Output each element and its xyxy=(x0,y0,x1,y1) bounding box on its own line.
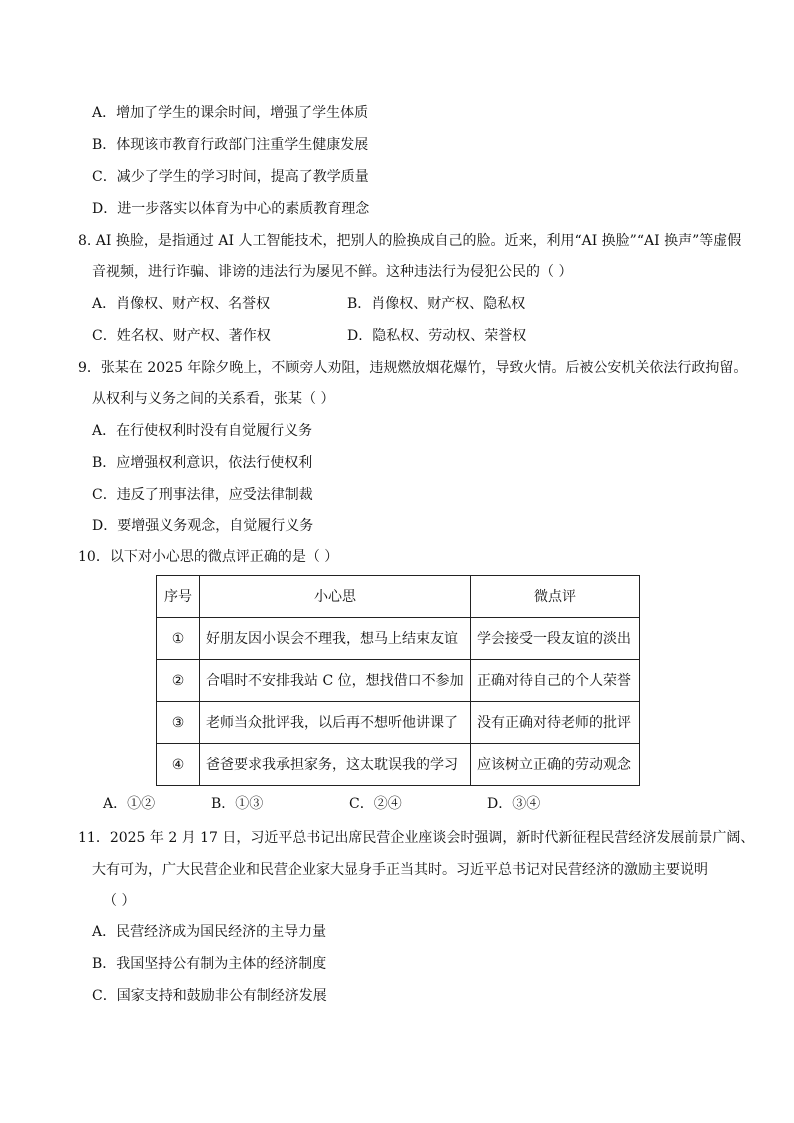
q10-stem: 10．以下对小心思的微点评正确的是（ ） xyxy=(78,549,339,565)
table-header-row xyxy=(157,576,640,618)
row-thought: 合唱时不安排我站 C 位，想找借口不参加 xyxy=(200,660,471,702)
row-index: ③ xyxy=(157,702,200,744)
q10-choice-a: A．①② xyxy=(103,796,156,812)
q9-option-a: A．在行使权利时没有自觉履行义务 xyxy=(92,423,313,439)
table-row xyxy=(157,618,640,660)
q10-choice-b: B．①③ xyxy=(211,796,264,812)
q11-option-b: B．我国坚持公有制为主体的经济制度 xyxy=(92,956,327,972)
header-index: 序号 xyxy=(157,576,200,618)
q9-option-c: C．违反了刑事法律，应受法律制裁 xyxy=(92,487,313,503)
q11-option-a: A．民营经济成为国民经济的主导力量 xyxy=(92,924,327,940)
q7-option-d: D．进一步落实以体育为中心的素质教育理念 xyxy=(92,201,370,217)
row-comment: 正确对待自己的个人荣誉 xyxy=(471,660,640,702)
q9-option-b: B．应增强权利意识，依法行使权利 xyxy=(92,455,313,471)
table-row xyxy=(157,702,640,744)
q8-option-c: C．姓名权、财产权、著作权 xyxy=(92,328,271,344)
row-comment: 没有正确对待老师的批评 xyxy=(471,702,640,744)
row-thought: 好朋友因小误会不理我，想马上结束友谊 xyxy=(200,618,471,660)
q10-table xyxy=(156,575,640,786)
q9-stem-line2: 从权利与义务之间的关系看，张某（ ） xyxy=(92,391,335,407)
row-comment: 学会接受一段友谊的淡出 xyxy=(471,618,640,660)
row-index: ② xyxy=(157,660,200,702)
q10-choice-c: C．②④ xyxy=(349,796,402,812)
table-row xyxy=(157,660,640,702)
q11-stem-line1: 11．2025 年 2 月 17 日，习近平总书记出席民营企业座谈会时强调，新时代新征程民营经济发展前景广阔、 xyxy=(78,830,755,846)
q10-choice-d: D．③④ xyxy=(487,796,541,812)
q8-stem-line2: 音视频，进行诈骗、诽谤的违法行为屡见不鲜。这种违法行为侵犯公民的（ ） xyxy=(92,264,573,280)
row-thought: 爸爸要求我承担家务，这太耽误我的学习 xyxy=(200,744,471,786)
header-comment: 微点评 xyxy=(471,576,640,618)
q11-stem-line3: （ ） xyxy=(103,893,136,909)
q11-option-c: C．国家支持和鼓励非公有制经济发展 xyxy=(92,988,327,1004)
q7-option-b: B．体现该市教育行政部门注重学生健康发展 xyxy=(92,137,369,153)
row-comment: 应该树立正确的劳动观念 xyxy=(471,744,640,786)
row-index: ① xyxy=(157,618,200,660)
q10-choices xyxy=(103,794,623,814)
q9-stem-line1: 9．张某在 2025 年除夕晚上，不顾旁人劝阻，违规燃放烟花爆竹，导致火情。后被公安机关依法行政拘留。 xyxy=(78,360,748,376)
row-index: ④ xyxy=(157,744,200,786)
q11-stem-line2: 大有可为，广大民营企业和民营企业家大显身手正当其时。习近平总书记对民营经济的激励主要说明 xyxy=(92,862,708,878)
q9-option-d: D．要增强义务观念，自觉履行义务 xyxy=(92,518,314,534)
q8-option-d: D．隐私权、劳动权、荣誉权 xyxy=(347,328,527,344)
table-row xyxy=(157,744,640,786)
q8-option-a: A．肖像权、财产权、名誉权 xyxy=(92,296,271,312)
row-thought: 老师当众批评我，以后再不想听他讲课了 xyxy=(200,702,471,744)
q8-stem-line1: 8. AI 换脸，是指通过 AI 人工智能技术，把别人的脸换成自己的脸。近来，利用“AI 换脸”“AI 换声”等虚假 xyxy=(78,233,742,249)
q8-option-b: B．肖像权、财产权、隐私权 xyxy=(347,296,526,312)
q7-option-a: A．增加了学生的课余时间，增强了学生体质 xyxy=(92,105,369,121)
header-thought: 小心思 xyxy=(200,576,471,618)
q7-option-c: C．减少了学生的学习时间，提高了教学质量 xyxy=(92,169,369,185)
